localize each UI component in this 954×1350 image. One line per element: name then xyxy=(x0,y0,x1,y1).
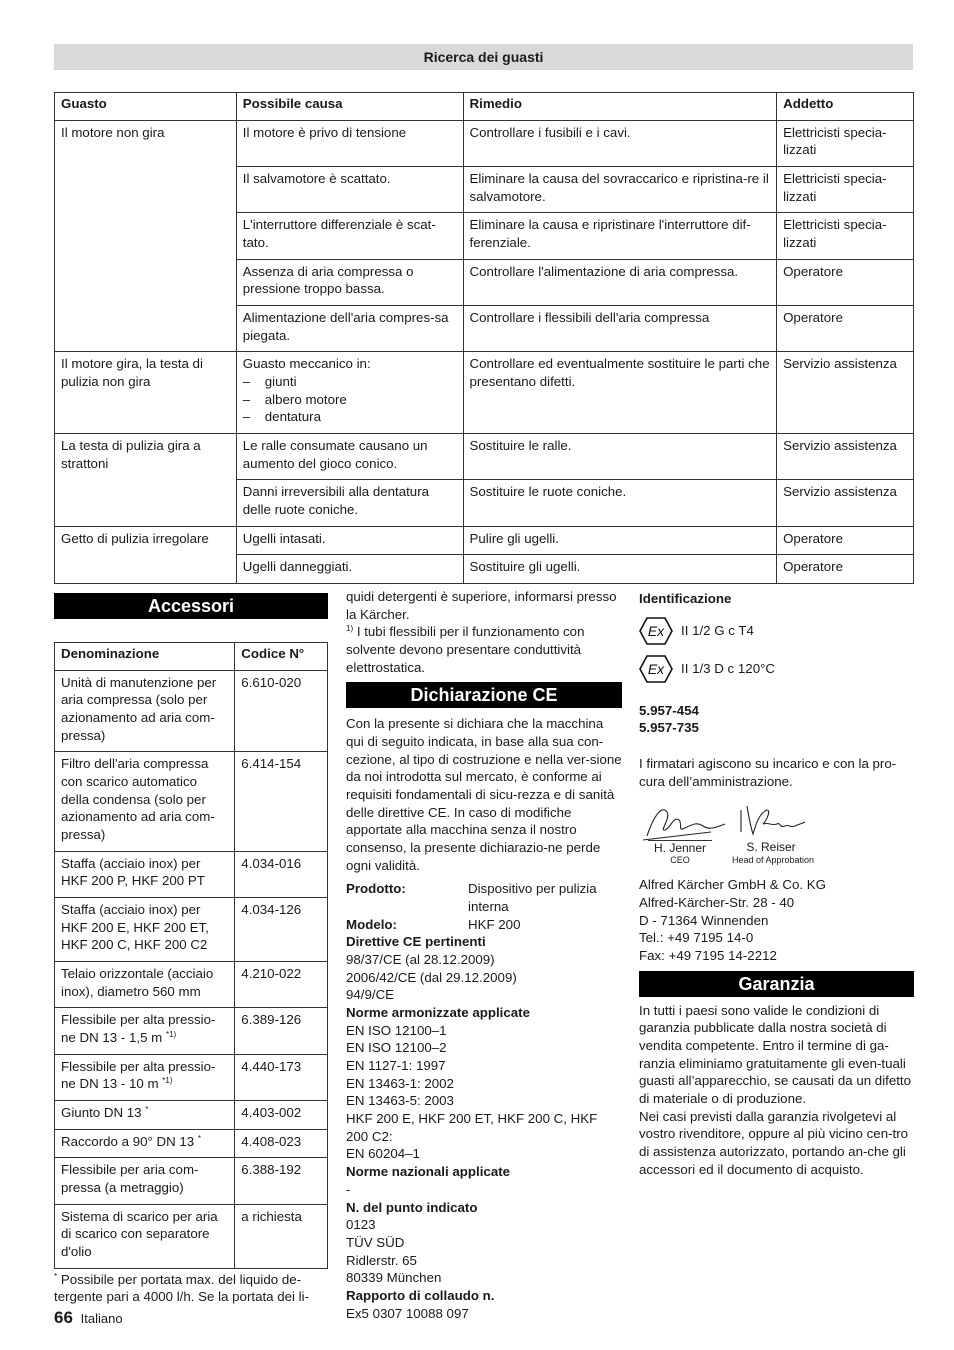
product-value: Dispositivo per pulizia interna xyxy=(468,881,597,915)
list-item: – albero motore xyxy=(243,391,457,409)
footnote-text: Possibile per portata max. del liquido de-tergente pari a 4000 l/h. Se la portata dei li- xyxy=(54,1271,310,1305)
warranty-paragraph: Nei casi previsti dalla garanzia rivolgetevi al vostro rivenditore, oppure al più vicino cen-tro di assistenza autorizzato, portando an-che gli accessori ed il documento di acquisto. xyxy=(639,1108,909,1177)
remedy-cell: Controllare i flessibili dell'aria compressa xyxy=(463,306,777,352)
remedy-cell: Eliminare la causa del sovraccarico e ripristina-re il salvamotore. xyxy=(463,167,777,213)
column-header: Denominazione xyxy=(55,643,235,671)
identification-title: Identificazione xyxy=(639,591,732,606)
address-line: Tel.: +49 7195 14-0 xyxy=(639,930,754,946)
column-header: Rimedio xyxy=(463,93,777,121)
table-row xyxy=(55,1158,328,1204)
table-row xyxy=(55,962,328,1008)
footnote-ref: *1) xyxy=(162,1076,173,1086)
atex-ex-icon xyxy=(639,655,673,683)
fault-cell: Il motore non gira xyxy=(55,120,237,352)
table-row xyxy=(55,1101,328,1130)
responsible-cell: Servizio assistenza xyxy=(777,480,914,526)
remedy-cell: Controllare i fusibili e i cavi. xyxy=(463,120,777,166)
accessory-name: Raccordo a 90° DN 13 xyxy=(61,1133,195,1149)
language-label: Italiano xyxy=(80,1311,123,1326)
standard-item: HKF 200 E, HKF 200 ET, HKF 200 C, HKF 200 C2: xyxy=(346,1111,598,1144)
signer-role: CEO xyxy=(670,855,690,866)
signatures xyxy=(639,802,914,867)
page-footer xyxy=(54,1307,123,1330)
identification-column xyxy=(639,590,914,1178)
accessory-code: 6.414-154 xyxy=(235,752,328,851)
ex-mark-row xyxy=(639,616,914,646)
table-row xyxy=(55,670,328,752)
footnote-mark: * xyxy=(54,1271,58,1281)
responsible-cell: Elettricisti specia-lizzati xyxy=(777,167,914,213)
table-row xyxy=(55,526,914,555)
section-title-warranty: Garanzia xyxy=(639,971,914,997)
atex-ex-icon xyxy=(639,617,673,645)
standard-item: EN 13463-1: 2002 xyxy=(346,1075,454,1091)
fault-cell: Getto di pulizia irregolare xyxy=(55,526,237,583)
accessories-column xyxy=(54,593,328,1306)
footnote-2 xyxy=(346,623,622,676)
accessory-name: Telaio orizzontale (acciaio inox), diametro 560 mm xyxy=(55,962,235,1008)
signer-name: S. Reiser xyxy=(746,840,796,855)
troubleshooting-table xyxy=(54,92,914,584)
part-number: 5.957-454 xyxy=(639,702,699,718)
column-header: Possibile causa xyxy=(236,93,463,121)
table-row xyxy=(55,851,328,897)
address-line: Fax: +49 7195 14-2212 xyxy=(639,948,777,964)
address-line: Alfred-Kärcher-Str. 28 - 40 xyxy=(639,895,795,911)
svg-text:Ex: Ex xyxy=(647,660,665,677)
table-row xyxy=(55,1054,328,1100)
standard-item: EN 60204–1 xyxy=(346,1146,420,1162)
accessory-code: 4.034-126 xyxy=(235,898,328,962)
page-number: 66 xyxy=(54,1308,73,1327)
table-row xyxy=(55,752,328,851)
table-row xyxy=(55,1008,328,1054)
accessory-name-cell xyxy=(55,1129,235,1158)
accessory-name: Flessibile per alta pressio-ne DN 13 - 10 m xyxy=(61,1058,216,1092)
notified-body-line: 80339 München xyxy=(346,1270,442,1286)
warranty-paragraph: In tutti i paesi sono valide le condizioni di garanzia pubblicate dalla nostra società di vendita competente. Entro il termine di ga-ranzia eliminiamo gratuitamente gli even-tuali guasti all’apparecchio, se causati da un difetto di materiale o di produzione. xyxy=(639,1002,912,1107)
accessory-code: 6.389-126 xyxy=(235,1008,328,1054)
directives-label: Direttive CE pertinenti xyxy=(346,934,486,950)
list-item: – giunti xyxy=(243,373,457,391)
responsible-cell: Elettricisti specia-lizzati xyxy=(777,120,914,166)
remedy-cell: Controllare l'alimentazione di aria compressa. xyxy=(463,259,777,305)
accessory-code: 4.210-022 xyxy=(235,962,328,1008)
table-row xyxy=(55,898,328,962)
responsible-cell: Operatore xyxy=(777,555,914,584)
standard-item: EN 13463-5: 2003 xyxy=(346,1093,454,1109)
product-label: Prodotto: xyxy=(346,881,406,897)
table-header-row xyxy=(55,643,328,671)
cause-cell: Ugelli danneggiati. xyxy=(236,555,463,584)
accessory-code: 6.388-192 xyxy=(235,1158,328,1204)
ex-mark-text: II 1/2 G c T4 xyxy=(681,622,754,638)
fault-cell: La testa di pulizia gira a strattoni xyxy=(55,434,237,527)
standard-item: EN ISO 12100–2 xyxy=(346,1040,447,1056)
accessory-name-cell xyxy=(55,1054,235,1100)
responsible-cell: Elettricisti specia-lizzati xyxy=(777,213,914,259)
table-row xyxy=(55,352,914,434)
directive-item: 2006/42/CE (dal 29.12.2009) xyxy=(346,969,517,985)
ex-mark-row xyxy=(639,654,914,684)
responsible-cell: Operatore xyxy=(777,259,914,305)
cause-cell: Il salvamotore è scattato. xyxy=(236,167,463,213)
cause-cell: Alimentazione dell'aria compres-sa piegata. xyxy=(236,306,463,352)
footnote-ref: * xyxy=(197,1133,202,1143)
footnote-continuation: quidi detergenti è superiore, informarsi presso la Kärcher. xyxy=(346,589,617,622)
notified-body-line: 0123 xyxy=(346,1217,376,1233)
cause-cell: Ugelli intasati. xyxy=(236,526,463,555)
accessory-name: Unità di manutenzione per aria compressa (solo per azionamento ad aria com-pressa) xyxy=(55,670,235,752)
accessory-name: Flessibile per alta pressio-ne DN 13 - 1,5 m xyxy=(61,1012,216,1046)
cause-cell xyxy=(236,352,463,434)
footnote-ref: *1) xyxy=(165,1030,177,1040)
standard-item: EN ISO 12100–1 xyxy=(346,1022,447,1038)
report-value: Ex5 0307 10088 097 xyxy=(346,1305,469,1321)
harmonized-label: Norme armonizzate applicate xyxy=(346,1005,530,1021)
ce-column xyxy=(346,588,622,1322)
table-header-row xyxy=(55,93,914,121)
national-label: Norme nazionali applicate xyxy=(346,1164,511,1180)
signer-name: H. Jenner xyxy=(648,840,712,857)
directive-item: 98/37/CE (al 28.12.2009) xyxy=(346,952,495,968)
cause-cell: Danni irreversibili alla dentatura delle ruote coniche. xyxy=(236,480,463,526)
accessory-name: Sistema di scarico per aria di scarico con separatore d'olio xyxy=(55,1204,235,1268)
column-header: Codice N° xyxy=(235,643,328,671)
footnote-mark: 1) xyxy=(346,624,354,634)
cause-list xyxy=(243,373,457,426)
report-label: Rapporto di collaudo n. xyxy=(346,1287,495,1303)
model-value: HKF 200 xyxy=(468,916,521,932)
standard-item: EN 1127-1: 1997 xyxy=(346,1058,446,1074)
ce-intro: Con la presente si dichiara che la macchina qui di seguito indicata, in base alla sua con-cezione, al tipo di costruzione e nella ver-sione da noi introdotta sul mercato, è conforme ai requisiti fondamentali di sicu-rezza e di sanità delle direttive CE. In caso di modifiche apportate alla macchina senza il nostro consenso, la presente dichiarazio-ne perde ogni validità. xyxy=(346,716,622,873)
remedy-cell: Sostituire gli ugelli. xyxy=(463,555,777,584)
footnote-text: I tubi flessibili per il funzionamento con solvente devono presentare conduttività elettrostatica. xyxy=(346,624,585,675)
signature-jenner xyxy=(641,802,729,844)
ex-mark-text: II 1/3 D c 120°C xyxy=(681,660,776,676)
accessory-name-cell xyxy=(55,1008,235,1054)
fault-cell: Il motore gira, la testa di pulizia non gira xyxy=(55,352,237,434)
notified-body-line: Ridlerstr. 65 xyxy=(346,1252,417,1268)
model-label: Modelo: xyxy=(346,916,397,932)
footnote-ref: * xyxy=(145,1105,149,1115)
cause-cell: L'interruttore differenziale è scat-tato. xyxy=(236,213,463,259)
signer-role: Head of Approbation xyxy=(731,855,815,866)
product-row xyxy=(346,880,622,915)
accessories-table xyxy=(54,642,328,1269)
accessory-name-cell xyxy=(55,1101,235,1130)
signers-note: I firmatari agiscono su incarico e con la pro-cura dell’amministrazione. xyxy=(639,756,897,789)
svg-text:Ex: Ex xyxy=(647,622,665,639)
address-line: D - 71364 Winnenden xyxy=(639,912,769,928)
responsible-cell: Operatore xyxy=(777,306,914,352)
accessory-name: Staffa (acciaio inox) per HKF 200 E, HKF 200 ET, HKF 200 C, HKF 200 C2 xyxy=(55,898,235,962)
accessory-code: 4.403-002 xyxy=(235,1101,328,1130)
accessory-code: 6.610-020 xyxy=(235,670,328,752)
remedy-cell: Sostituire le ruote coniche. xyxy=(463,480,777,526)
notified-body-line: TÜV SÜD xyxy=(346,1234,405,1250)
responsible-cell: Operatore xyxy=(777,526,914,555)
column-header: Guasto xyxy=(55,93,237,121)
cause-cell: Assenza di aria compressa o pressione troppo bassa. xyxy=(236,259,463,305)
cause-text: Guasto meccanico in: xyxy=(242,356,371,372)
remedy-cell: Pulire gli ugelli. xyxy=(463,526,777,555)
section-title-accessories: Accessori xyxy=(54,593,328,619)
table-row xyxy=(55,1204,328,1268)
responsible-cell: Servizio assistenza xyxy=(777,434,914,480)
table-row xyxy=(55,120,914,166)
table-row xyxy=(55,1129,328,1158)
accessory-name: Filtro dell'aria compressa con scarico automatico della condensa (solo per azionamento ad aria com-pressa) xyxy=(55,752,235,851)
signature-reiser xyxy=(737,802,807,840)
accessory-code: 4.440-173 xyxy=(235,1054,328,1100)
section-title-ce: Dichiarazione CE xyxy=(346,682,622,708)
address-line: Alfred Kärcher GmbH & Co. KG xyxy=(639,877,826,893)
remedy-cell: Eliminare la causa e ripristinare l'interruttore dif-ferenziale. xyxy=(463,213,777,259)
footnote xyxy=(54,1271,328,1306)
cause-cell: Il motore è privo di tensione xyxy=(236,120,463,166)
accessory-code: a richiesta xyxy=(235,1204,328,1268)
accessory-name: Giunto DN 13 xyxy=(61,1105,142,1121)
remedy-cell: Sostituire le ralle. xyxy=(463,434,777,480)
company-address xyxy=(639,876,914,964)
remedy-cell: Controllare ed eventualmente sostituire le parti che presentano difetti. xyxy=(463,352,777,434)
national-value: - xyxy=(346,1181,351,1197)
accessory-name: Staffa (acciaio inox) per HKF 200 P, HKF 200 PT xyxy=(55,851,235,897)
responsible-cell: Servizio assistenza xyxy=(777,352,914,434)
notified-body-label: N. del punto indicato xyxy=(346,1199,478,1215)
accessory-code: 4.408-023 xyxy=(235,1129,328,1158)
cause-cell: Le ralle consumate causano un aumento del gioco conico. xyxy=(236,434,463,480)
directive-item: 94/9/CE xyxy=(346,987,395,1003)
table-row xyxy=(55,434,914,480)
part-number: 5.957-735 xyxy=(639,720,699,736)
accessory-code: 4.034-016 xyxy=(235,851,328,897)
column-header: Addetto xyxy=(777,93,914,121)
model-row xyxy=(346,916,622,934)
accessory-name: Flessibile per aria com-pressa (a metraggio) xyxy=(55,1158,235,1204)
section-header-troubleshooting: Ricerca dei guasti xyxy=(54,44,913,70)
list-item: – dentatura xyxy=(243,408,457,426)
